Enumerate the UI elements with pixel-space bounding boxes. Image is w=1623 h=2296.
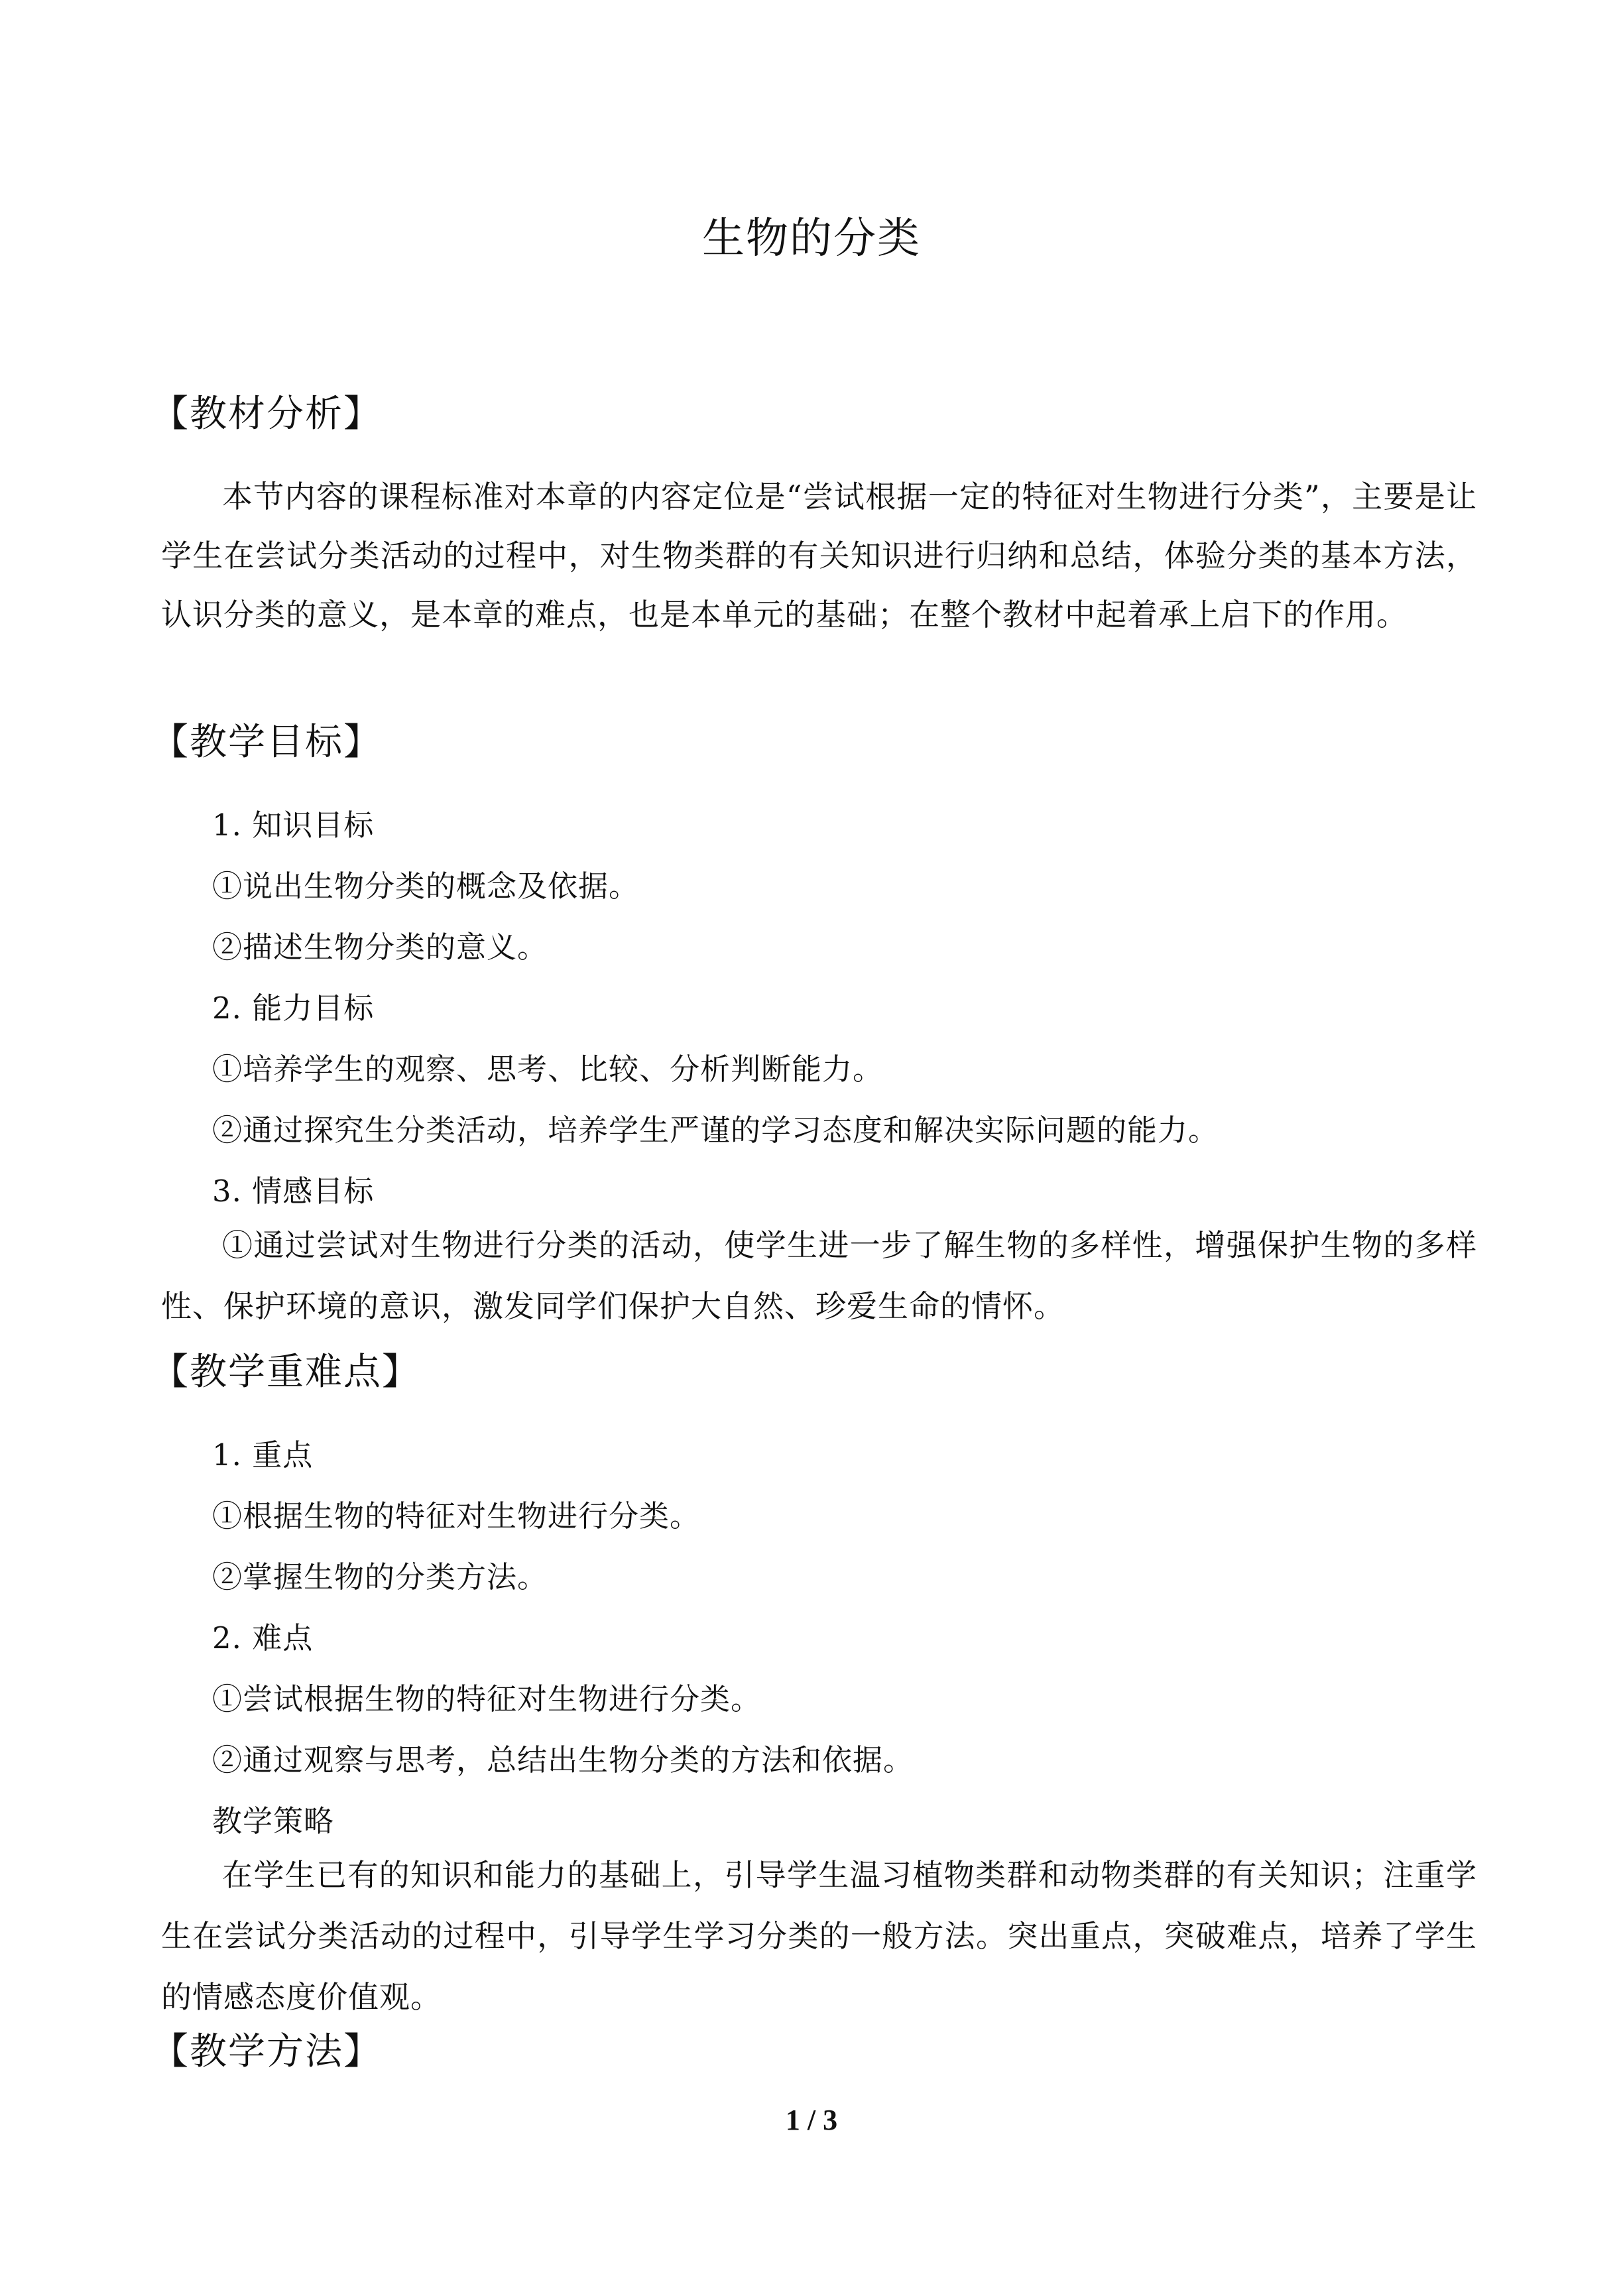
difficult-point-item: ②通过观察与思考，总结出生物分类的方法和依据。 [212,1742,914,1778]
section-heading-key-points: 【教学重难点】 [151,1351,420,1394]
emotion-goal-label: 3. 情感目标 [212,1174,375,1209]
knowledge-goal-label: 1. 知识目标 [212,808,375,843]
analysis-paragraph: 本节内容的课程标准对本章的内容定位是“尝试根据一定的特征对生物进行分类”，主要是让学生在尝试分类活动的过程中，对生物类群的有关知识进行归纳和总结，体验分类的基本方法，认识分类的意义，是本章的难点，也是本单元的基础；在整个教材中起着承上启下的作用。 [161,479,1477,633]
section-heading-goals: 【教学目标】 [151,721,382,764]
page-number: 1 / 3 [785,2104,838,2136]
section-heading-methods: 【教学方法】 [151,2030,382,2073]
strategy-label: 教学策略 [212,1803,335,1839]
ability-goal-item: ②通过探究生分类活动，培养学生严谨的学习态度和解决实际问题的能力。 [212,1113,1219,1148]
strategy-paragraph: 在学生已有的知识和能力的基础上，引导学生温习植物类群和动物类群的有关知识；注重学生在尝试分类活动的过程中，引导学生学习分类的一般方法。突出重点，突破难点，培养了学生的情感态度价值观。 [161,1857,1477,2015]
knowledge-goal-item: ①说出生物分类的概念及依据。 [212,869,640,904]
knowledge-goal-item: ②描述生物分类的意义。 [212,930,548,965]
ability-goal-item: ①培养学生的观察、思考、比较、分析判断能力。 [212,1052,884,1087]
difficult-point-label: 2. 难点 [212,1620,314,1656]
key-point-item: ②掌握生物的分类方法。 [212,1559,548,1595]
emotion-goal-paragraph: ①通过尝试对生物进行分类的活动，使学生进一步了解生物的多样性，增强保护生物的多样性、保护环境的意识，激发同学们保护大自然、珍爱生命的情怀。 [161,1227,1477,1324]
section-heading-analysis: 【教材分析】 [151,393,382,436]
ability-goal-label: 2. 能力目标 [212,991,375,1026]
difficult-point-item: ①尝试根据生物的特征对生物进行分类。 [212,1681,762,1717]
key-point-label: 1. 重点 [212,1437,314,1473]
key-point-item: ①根据生物的特征对生物进行分类。 [212,1498,701,1534]
page-title: 生物的分类 [702,214,921,263]
